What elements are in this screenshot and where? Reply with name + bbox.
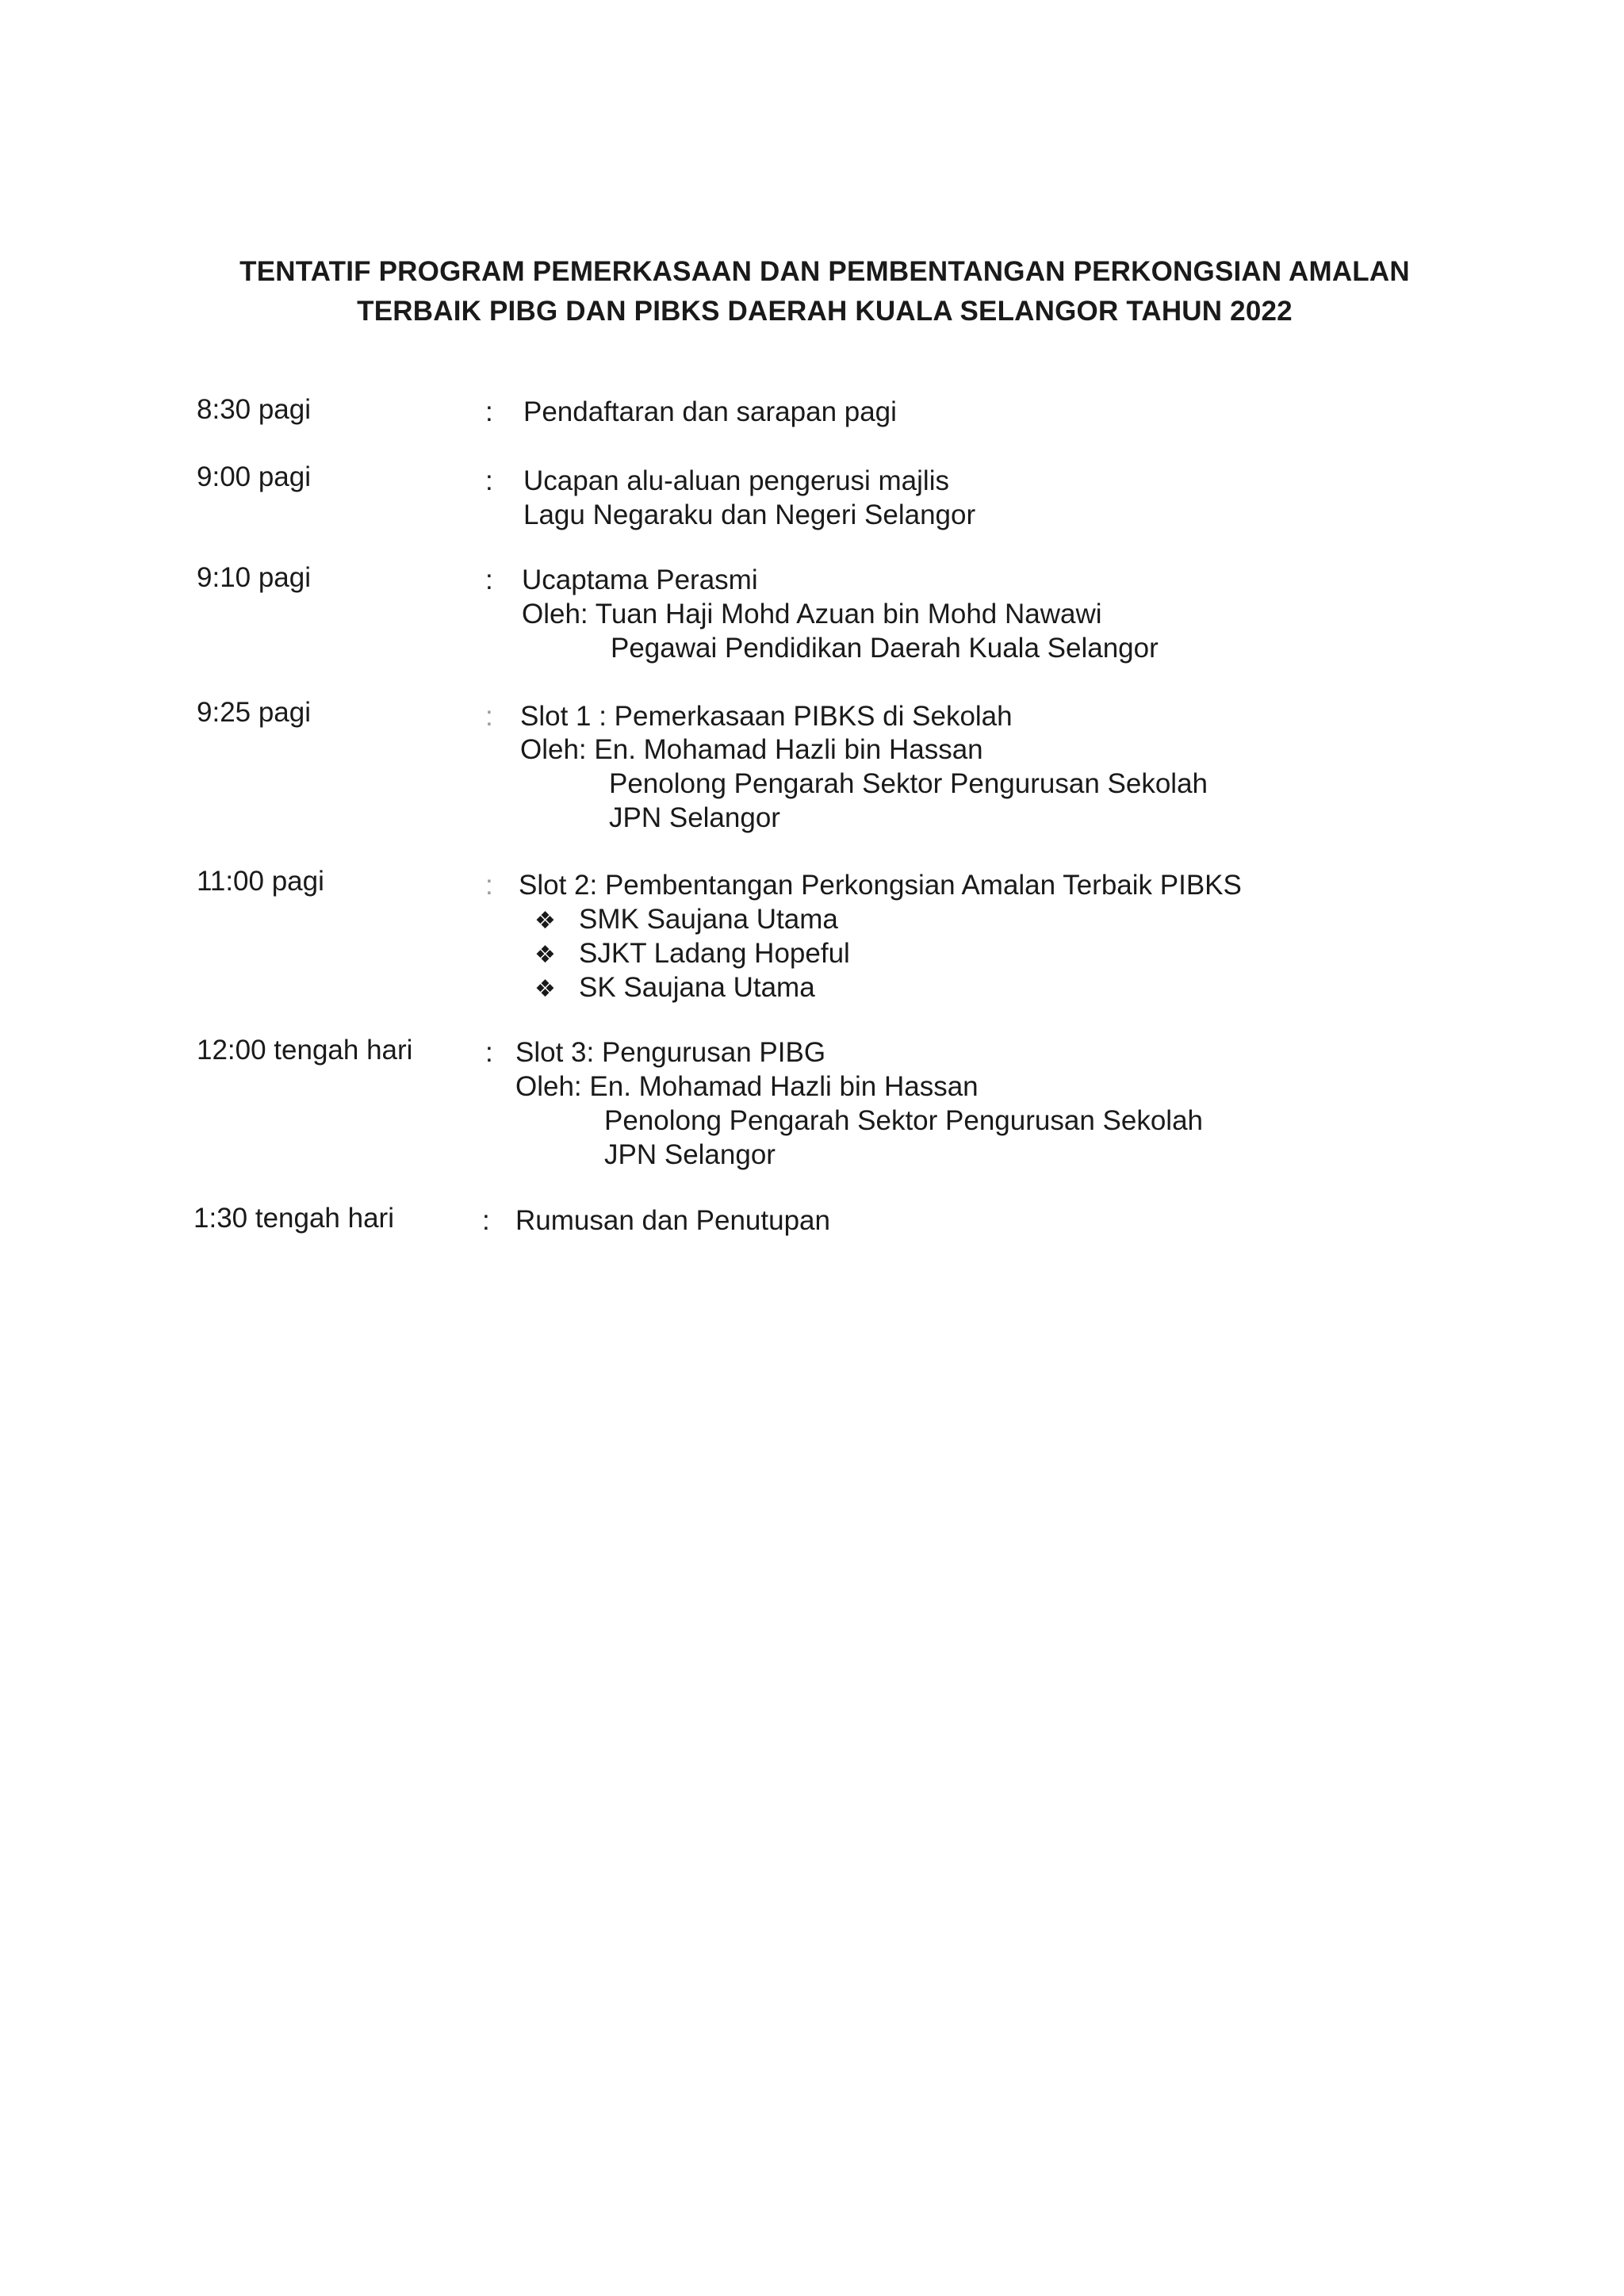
entry-text: Oleh: En. Mohamad Hazli bin Hassan	[515, 1071, 979, 1102]
entry-separator: :	[482, 1205, 490, 1236]
entry-time: 12:00 tengah hari	[197, 1035, 413, 1066]
entry-text: Ucaptama Perasmi	[522, 564, 758, 595]
entry-separator: :	[485, 564, 493, 595]
entry-time: 11:00 pagi	[197, 866, 324, 897]
entry-time: 9:25 pagi	[197, 697, 312, 728]
entry-time: 8:30 pagi	[197, 394, 312, 425]
entry-time: 9:00 pagi	[197, 461, 312, 492]
entry-separator: :	[485, 1037, 493, 1068]
title-line-2: TERBAIK PIBG DAN PIBKS DAERAH KUALA SELANGOR TAHUN 2022	[357, 296, 1293, 327]
bullet-text: SJKT Ladang Hopeful	[579, 938, 850, 969]
entry-text: Pegawai Pendidikan Daerah Kuala Selangor	[611, 633, 1159, 664]
entry-text: Penolong Pengarah Sektor Pengurusan Sekolah	[609, 768, 1208, 799]
diamond-bullet-icon: ❖	[534, 942, 556, 968]
document-title	[143, 252, 1507, 331]
title-line-1: TENTATIF PROGRAM PEMERKASAAN DAN PEMBENTANGAN PERKONGSIAN AMALAN	[239, 256, 1410, 287]
entry-separator: :	[485, 396, 493, 427]
entry-text: JPN Selangor	[604, 1139, 776, 1170]
entry-text: JPN Selangor	[609, 802, 780, 833]
bullet-text: SMK Saujana Utama	[579, 904, 838, 935]
bullet-item	[534, 936, 850, 972]
bullet-text: SK Saujana Utama	[579, 972, 815, 1003]
entry-text: Lagu Negaraku dan Negeri Selangor	[523, 499, 976, 530]
entry-text: Pendaftaran dan sarapan pagi	[523, 396, 897, 427]
entry-separator: :	[485, 701, 493, 732]
entry-text: Oleh: En. Mohamad Hazli bin Hassan	[520, 734, 983, 765]
entry-text: Rumusan dan Penutupan	[515, 1205, 830, 1236]
entry-text: Slot 3: Pengurusan PIBG	[515, 1037, 826, 1068]
diamond-bullet-icon: ❖	[534, 908, 556, 934]
entry-text: Penolong Pengarah Sektor Pengurusan Sekolah	[604, 1105, 1203, 1136]
entry-time: 1:30 tengah hari	[193, 1203, 394, 1234]
entry-text: Ucapan alu-aluan pengerusi majlis	[523, 465, 949, 496]
entry-text: Slot 1 : Pemerkasaan PIBKS di Sekolah	[520, 701, 1013, 732]
entry-text: Slot 2: Pembentangan Perkongsian Amalan Terbaik PIBKS	[519, 870, 1242, 901]
entry-separator: :	[485, 870, 493, 901]
bullet-item	[534, 970, 815, 1006]
entry-separator: :	[485, 465, 493, 496]
bullet-item	[534, 902, 838, 938]
entry-text: Oleh: Tuan Haji Mohd Azuan bin Mohd Nawawi	[522, 599, 1102, 629]
entry-time: 9:10 pagi	[197, 562, 312, 593]
diamond-bullet-icon: ❖	[534, 976, 556, 1002]
